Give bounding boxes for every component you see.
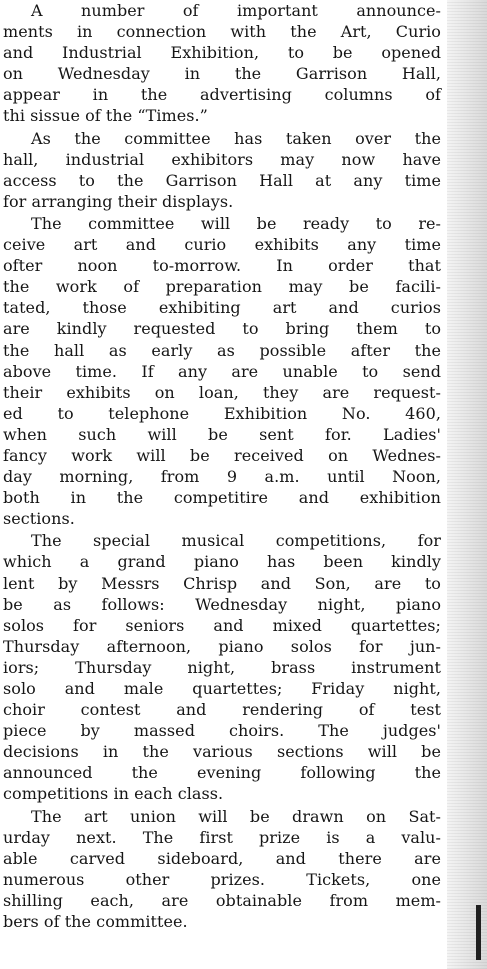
text-line: The committee will be ready to re- <box>31 213 441 233</box>
text-line: which a grand piano has been kindly <box>3 552 441 572</box>
text-line: sections. <box>3 509 75 529</box>
text-line: solos for seniors and mixed quartettes; <box>3 615 441 635</box>
text-line: able carved sideboard, and there are <box>3 848 441 868</box>
article-column <box>3 0 441 933</box>
adjacent-column-edge <box>447 0 487 969</box>
text-line: day morning, from 9 a.m. until Noon, <box>3 467 441 487</box>
text-line: bers of the committee. <box>3 912 188 932</box>
text-line: decisions in the various sections will be <box>3 742 441 762</box>
text-line: thi sissue of the “Times.” <box>3 106 208 126</box>
text-line: numerous other prizes. Tickets, one <box>3 869 441 889</box>
text-line: are kindly requested to bring them to <box>3 319 441 339</box>
text-line: choir contest and rendering of test <box>3 700 441 720</box>
text-line: lent by Messrs Chrisp and Son, are to <box>3 573 441 593</box>
text-line: on Wednesday in the Garrison Hall, <box>3 64 441 84</box>
text-line: the work of preparation may be facili- <box>3 277 441 297</box>
text-line: Thursday afternoon, piano solos for jun- <box>3 636 441 656</box>
text-line: when such will be sent for. Ladies' <box>3 424 441 444</box>
text-line: ments in connection with the Art, Curio <box>3 22 441 42</box>
text-line: be as follows: Wednesday night, piano <box>3 594 441 614</box>
text-line: ofter noon to-morrow. In order that <box>3 256 441 276</box>
text-line: urday next. The first prize is a valu- <box>3 827 441 847</box>
text-line: access to the Garrison Hall at any time <box>3 170 441 190</box>
text-line: for arranging their displays. <box>3 191 234 211</box>
text-line: piece by massed choirs. The judges' <box>3 721 441 741</box>
paragraph-exhibition-announcements <box>3 0 441 127</box>
text-line: competitions in each class. <box>3 784 224 804</box>
column-rule-mark <box>476 905 481 960</box>
text-line: fancy work will be received on Wednes- <box>3 445 441 465</box>
text-line: and Industrial Exhibition, to be opened <box>3 43 441 63</box>
text-line: the hall as early as possible after the <box>3 340 441 360</box>
text-line: iors; Thursday night, brass instrument <box>3 657 441 677</box>
text-line: ed to telephone Exhibition No. 460, <box>3 403 441 423</box>
paragraph-musical-competitions <box>3 530 441 804</box>
paragraph-art-union <box>3 806 441 933</box>
text-line: A number of important announce- <box>31 1 441 20</box>
text-line: The special musical competitions, for <box>31 531 441 551</box>
paragraph-industrial-exhibitors <box>3 128 441 212</box>
text-line: shilling each, are obtainable from mem- <box>3 890 441 910</box>
text-line: hall, industrial exhibitors may now have <box>3 149 441 169</box>
text-line: ceive art and curio exhibits any time <box>3 235 441 255</box>
text-line: tated, those exhibiting art and curios <box>3 298 441 318</box>
text-line: both in the competitire and exhibition <box>3 488 441 508</box>
text-line: solo and male quartettes; Friday night, <box>3 679 441 698</box>
text-line: announced the evening following the <box>3 763 441 783</box>
text-line: The art union will be drawn on Sat- <box>31 806 441 826</box>
text-line: above time. If any are unable to send <box>3 361 441 381</box>
text-line: their exhibits on loan, they are request- <box>3 382 441 402</box>
text-line: appear in the advertising columns of <box>3 85 441 105</box>
text-line: As the committee has taken over the <box>31 128 441 148</box>
paragraph-art-curio-exhibits <box>3 213 441 529</box>
